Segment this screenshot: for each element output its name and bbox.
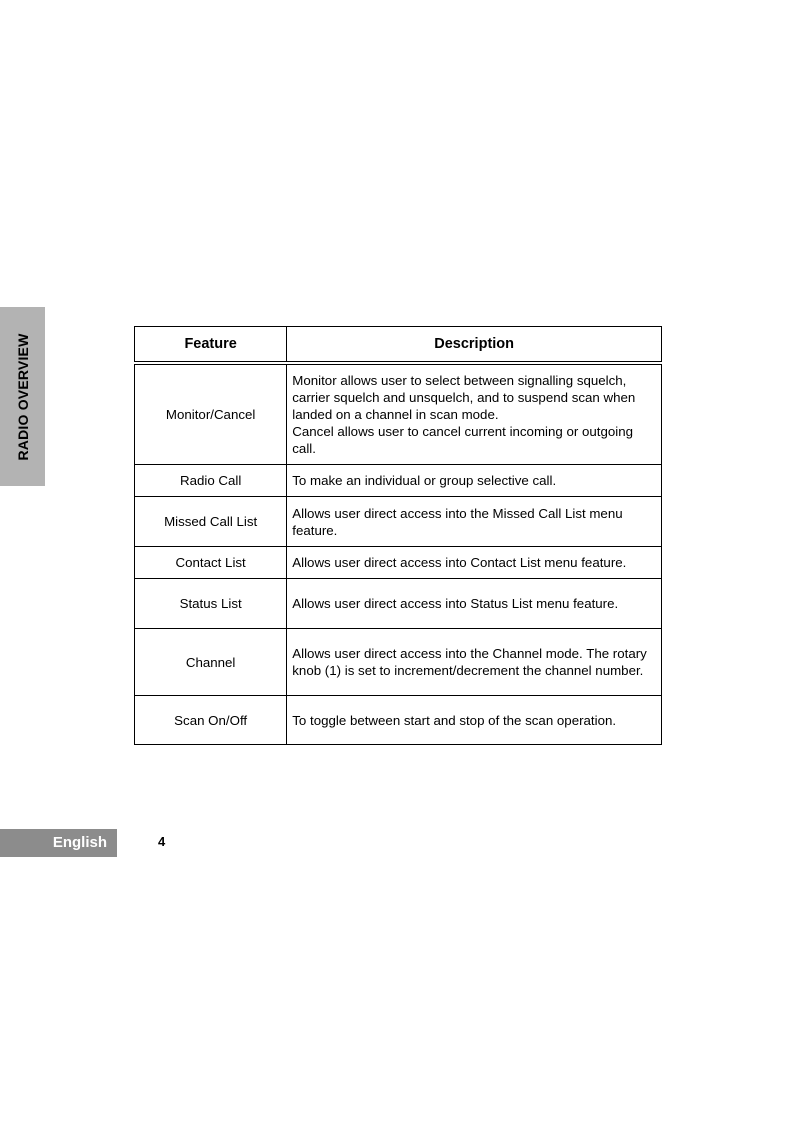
description-text: Allows user direct access into the Missed Call List menu feature. [292, 505, 623, 538]
table-header-row [135, 327, 662, 364]
feature-cell: Scan On/Off [135, 696, 287, 745]
feature-cell: Contact List [135, 547, 287, 579]
description-cell [287, 629, 662, 696]
table-row [135, 696, 662, 745]
table-row [135, 363, 662, 465]
description-text: Allows user direct access into the Channel mode. The rotary knob (1) is set to increment/decrement the channel number. [292, 646, 647, 678]
language-tab [0, 829, 117, 857]
table-row [135, 547, 662, 579]
description-cell [287, 465, 662, 497]
description-text: Cancel allows user to cancel current incoming or outgoing call. [292, 424, 634, 456]
description-text: Allows user direct access into Contact List menu feature. [292, 555, 627, 570]
feature-column-header: Feature [135, 327, 287, 364]
description-cell [287, 579, 662, 629]
language-label: English [52, 834, 107, 851]
feature-cell: Radio Call [135, 465, 287, 497]
description-cell [287, 363, 662, 465]
description-cell [287, 497, 662, 547]
section-title: RADIO OVERVIEW [14, 332, 31, 461]
section-side-tab [0, 307, 45, 486]
description-text: To make an individual or group selective call. [292, 473, 557, 488]
table-row [135, 629, 662, 696]
description-column-header: Description [287, 327, 662, 364]
description-text: To toggle between start and stop of the scan operation. [292, 712, 617, 728]
feature-table [134, 326, 662, 745]
description-text: Allows user direct access into Status List menu feature. [292, 596, 619, 611]
description-cell [287, 547, 662, 579]
feature-cell: Missed Call List [135, 497, 287, 547]
feature-cell: Status List [135, 579, 287, 629]
description-cell [287, 696, 662, 745]
page-number: 4 [158, 834, 166, 849]
table-row [135, 497, 662, 547]
table-row [135, 465, 662, 497]
description-text: Monitor allows user to select between signalling squelch, carrier squelch and unsquelch, and to suspend scan when landed on a channel in scan mode. [292, 373, 636, 422]
feature-cell: Channel [135, 629, 287, 696]
feature-cell: Monitor/Cancel [135, 363, 287, 465]
table-row [135, 579, 662, 629]
